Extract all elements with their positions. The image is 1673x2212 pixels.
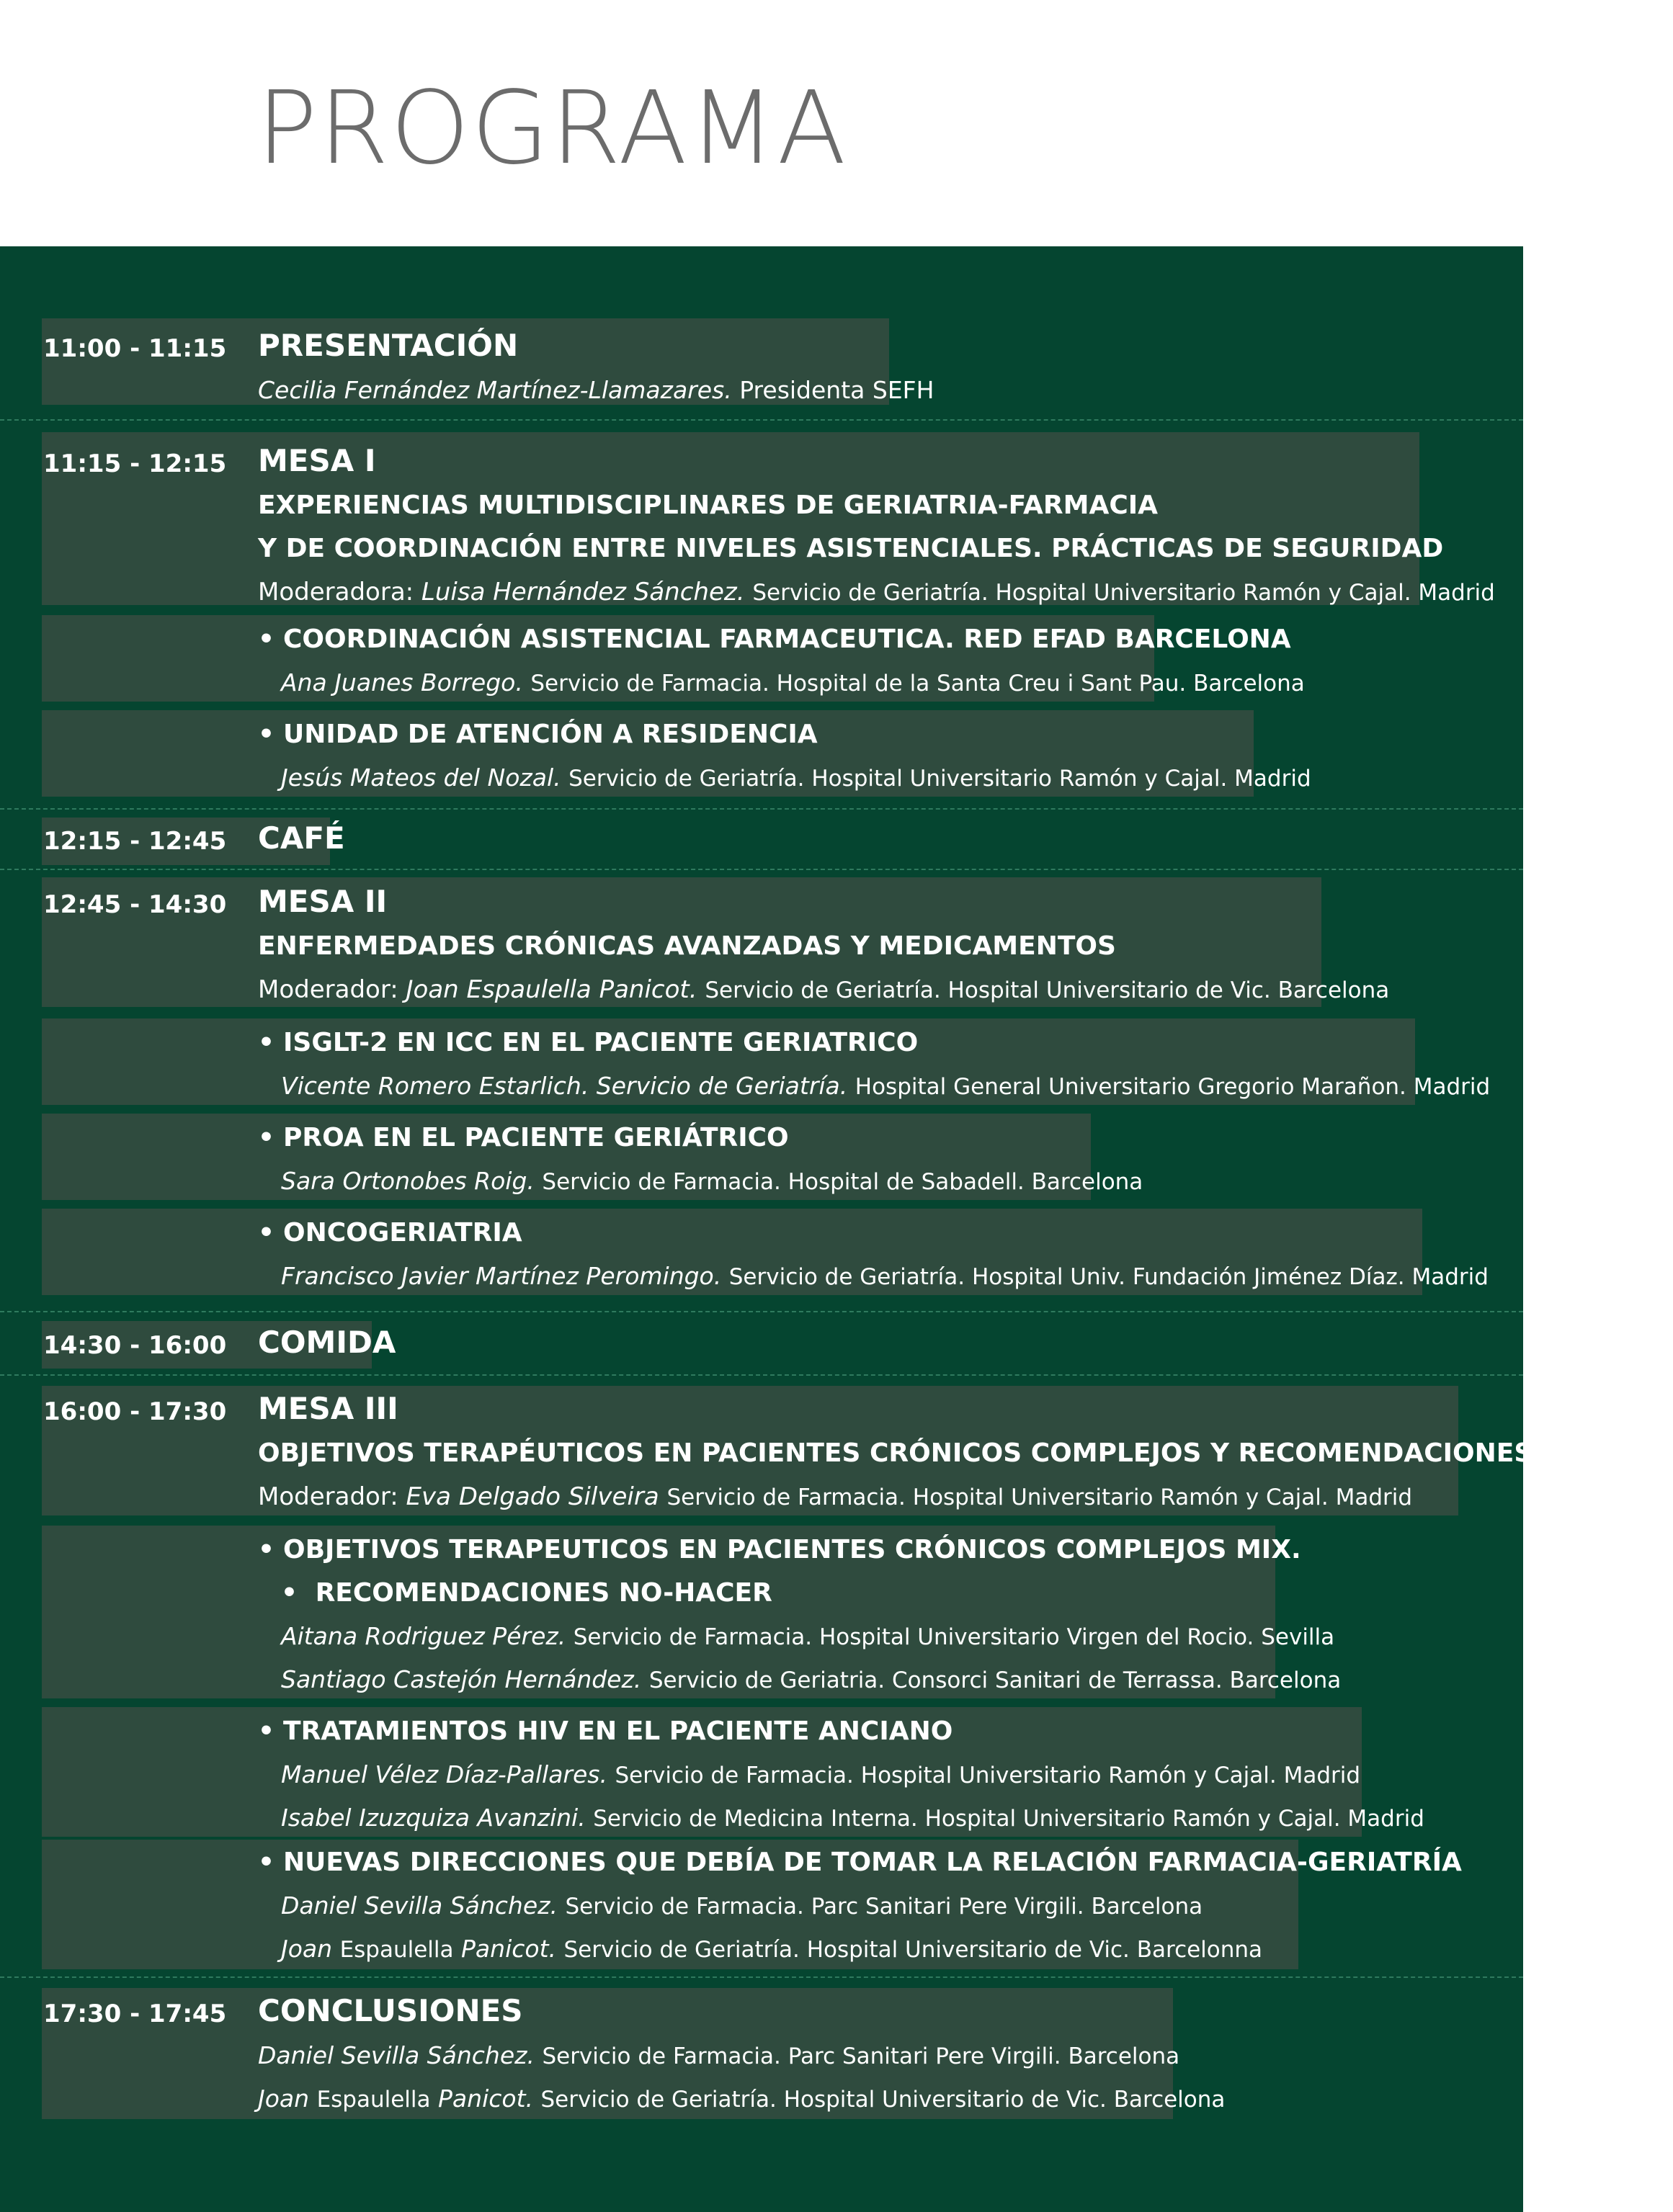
- session-subtitle: Y DE COORDINACIÓN ENTRE NIVELES ASISTENCIALES. PRÁCTICAS DE SEGURIDAD: [258, 534, 1444, 563]
- moderator-affiliation: Servicio de Farmacia. Hospital Universitario Ramón y Cajal. Madrid: [666, 1485, 1413, 1510]
- speaker-name: Santiago Castejón Hernández.: [281, 1665, 642, 1693]
- speaker-affiliation: Presidenta SEFH: [739, 376, 934, 404]
- session-title: MESA I: [258, 443, 376, 478]
- session-divider: [0, 869, 1523, 870]
- speaker-name-part: Espaulella: [316, 2087, 431, 2113]
- moderator-label: Moderadora:: [258, 578, 414, 606]
- talk-speaker-line: [281, 1796, 1424, 1840]
- talk-speaker-line: [281, 1615, 1334, 1659]
- speaker-name: Aitana Rodriguez Pérez.: [281, 1622, 566, 1650]
- speaker-name-part: Joan: [258, 2085, 310, 2113]
- session-time: 17:30 - 17:45: [43, 2000, 227, 2028]
- speaker-affiliation: Servicio de Farmacia. Hospital Universitario Ramón y Cajal. Madrid: [615, 1763, 1361, 1788]
- talk-speaker-line: [281, 1160, 1143, 1204]
- speaker-affiliation: Servicio de Geriatria. Consorci Sanitari de Terrassa. Barcelona: [648, 1667, 1342, 1693]
- moderator-affiliation: Servicio de Geriatría. Hospital Universitario Ramón y Cajal. Madrid: [752, 580, 1495, 606]
- speaker-affiliation: Servicio de Farmacia. Hospital Universitario Virgen del Rocio. Sevilla: [573, 1624, 1335, 1650]
- session-divider: [0, 1374, 1523, 1376]
- session-moderator: [258, 570, 1495, 614]
- speaker-name: Vicente Romero Estarlich. Servicio de Geriatría.: [281, 1072, 848, 1100]
- session-moderator: [258, 968, 1389, 1012]
- speaker-affiliation: Servicio de Farmacia. Parc Sanitari Pere Virgili. Barcelona: [542, 2043, 1180, 2069]
- talk-speaker-line: [281, 756, 1311, 800]
- session-divider: [0, 808, 1523, 810]
- speaker-affiliation: Servicio de Geriatría. Hospital Universitario de Vic. Barcelona: [540, 2087, 1226, 2113]
- speaker-affiliation: Servicio de Farmacia. Parc Sanitari Pere Virgili. Barcelona: [565, 1894, 1203, 1920]
- talk-title: • PROA EN EL PACIENTE GERIÁTRICO: [258, 1116, 789, 1160]
- talk-title-line-2: RECOMENDACIONES NO-HACER: [315, 1578, 772, 1608]
- session-subtitle: OBJETIVOS TERAPÉUTICOS EN PACIENTES CRÓNICOS COMPLEJOS Y RECOMENDACIONES NO HACE: [258, 1438, 1673, 1468]
- talk-speaker-line: [281, 1658, 1341, 1702]
- moderator-name: Eva Delgado Silveira: [406, 1482, 659, 1511]
- speaker-affiliation: Servicio de Medicina Interna. Hospital Universitario Ramón y Cajal. Madrid: [593, 1806, 1424, 1832]
- session-speaker-line: [258, 2034, 1179, 2078]
- program-schedule: [0, 246, 1673, 2212]
- session-divider: [0, 419, 1523, 421]
- speaker-name: Jesús Mateos del Nozal.: [281, 764, 561, 792]
- session-moderator: [258, 1475, 1412, 1519]
- speaker-affiliation: Servicio de Farmacia. Hospital de Sabadell. Barcelona: [542, 1169, 1143, 1195]
- speaker-name: Daniel Sevilla Sánchez.: [281, 1891, 558, 1920]
- session-subtitle: EXPERIENCIAS MULTIDISCIPLINARES DE GERIATRIA-FARMACIA: [258, 491, 1158, 520]
- talk-speaker-line: [281, 1927, 1262, 1971]
- talk-speaker-line: [281, 1753, 1360, 1797]
- speaker-name: Francisco Javier Martínez Peromingo.: [281, 1262, 722, 1290]
- page-header: [0, 0, 1523, 246]
- session-time: 16:00 - 17:30: [43, 1397, 227, 1426]
- speaker-name: Isabel Izuzquiza Avanzini.: [281, 1804, 586, 1832]
- talk-title: • TRATAMIENTOS HIV EN EL PACIENTE ANCIANO: [258, 1710, 953, 1753]
- talk-speaker-line: [281, 1884, 1203, 1928]
- talk-title: • UNIDAD DE ATENCIÓN A RESIDENCIA: [258, 713, 818, 756]
- speaker-name-part: Espaulella: [339, 1937, 454, 1963]
- session-subtitle: ENFERMEDADES CRÓNICAS AVANZADAS Y MEDICAMENTOS: [258, 931, 1116, 961]
- session-title: MESA III: [258, 1391, 398, 1426]
- talk-title: • NUEVAS DIRECCIONES QUE DEBÍA DE TOMAR LA RELACIÓN FARMACIA-GERIATRÍA: [258, 1841, 1462, 1884]
- session-speaker-line: [258, 369, 934, 412]
- moderator-name: Luisa Hernández Sánchez.: [421, 578, 745, 606]
- speaker-name: Daniel Sevilla Sánchez.: [258, 2041, 535, 2069]
- talk-title: • COORDINACIÓN ASISTENCIAL FARMACEUTICA. RED EFAD BARCELONA: [258, 618, 1291, 661]
- moderator-affiliation: Servicio de Geriatría. Hospital Universitario de Vic. Barcelona: [705, 977, 1390, 1003]
- speaker-affiliation: Servicio de Geriatría. Hospital Universitario de Vic. Barcelonna: [563, 1937, 1263, 1963]
- session-divider: [0, 1311, 1523, 1312]
- session-title: PRESENTACIÓN: [258, 328, 519, 363]
- talk-title: • OBJETIVOS TERAPEUTICOS EN PACIENTES CRÓNICOS COMPLEJOS MIX.: [258, 1528, 1301, 1572]
- talk-title: • ISGLT-2 EN ICC EN EL PACIENTE GERIATRICO: [258, 1021, 918, 1065]
- session-time: 11:15 - 12:15: [43, 449, 227, 478]
- speaker-name: Sara Ortonobes Roig.: [281, 1167, 535, 1195]
- talk-speaker-line: [281, 661, 1305, 705]
- session-title: COMIDA: [258, 1325, 396, 1360]
- speaker-name: Ana Juanes Borrego.: [281, 668, 523, 697]
- moderator-name: Joan Espaulella Panicot.: [406, 975, 697, 1004]
- speaker-name-part: Panicot.: [438, 2085, 533, 2113]
- session-time: 11:00 - 11:15: [43, 334, 227, 363]
- talk-title: • ONCOGERIATRIA: [258, 1212, 522, 1255]
- session-time: 14:30 - 16:00: [43, 1331, 227, 1360]
- speaker-affiliation: Servicio de Geriatría. Hospital Univ. Fundación Jiménez Díaz. Madrid: [728, 1264, 1489, 1290]
- speaker-name-part: Joan: [281, 1935, 333, 1963]
- session-title: CONCLUSIONES: [258, 1993, 523, 2028]
- talk-speaker-line: [281, 1065, 1490, 1109]
- speaker-affiliation: Servicio de Farmacia. Hospital de la Santa Creu i Sant Pau. Barcelona: [530, 671, 1305, 697]
- moderator-label: Moderador:: [258, 1482, 398, 1511]
- session-time: 12:45 - 14:30: [43, 890, 227, 919]
- talk-title-continued: [281, 1572, 772, 1615]
- page-title: PROGRAMA: [256, 70, 848, 187]
- session-speaker-line: [258, 2077, 1225, 2121]
- moderator-label: Moderador:: [258, 975, 398, 1004]
- speaker-name: Cecilia Fernández Martínez-Llamazares.: [258, 376, 732, 404]
- talk-speaker-line: [281, 1255, 1489, 1299]
- session-title: MESA II: [258, 884, 388, 919]
- speaker-name: Manuel Vélez Díaz-Pallares.: [281, 1760, 607, 1788]
- speaker-affiliation: Servicio de Geriatría. Hospital Universitario Ramón y Cajal. Madrid: [568, 766, 1311, 792]
- session-title: CAFÉ: [258, 820, 345, 856]
- speaker-name-part: Panicot.: [461, 1935, 556, 1963]
- session-divider: [0, 1976, 1523, 1978]
- speaker-affiliation: Hospital General Universitario Gregorio Marañon. Madrid: [855, 1074, 1491, 1100]
- session-time: 12:15 - 12:45: [43, 827, 227, 856]
